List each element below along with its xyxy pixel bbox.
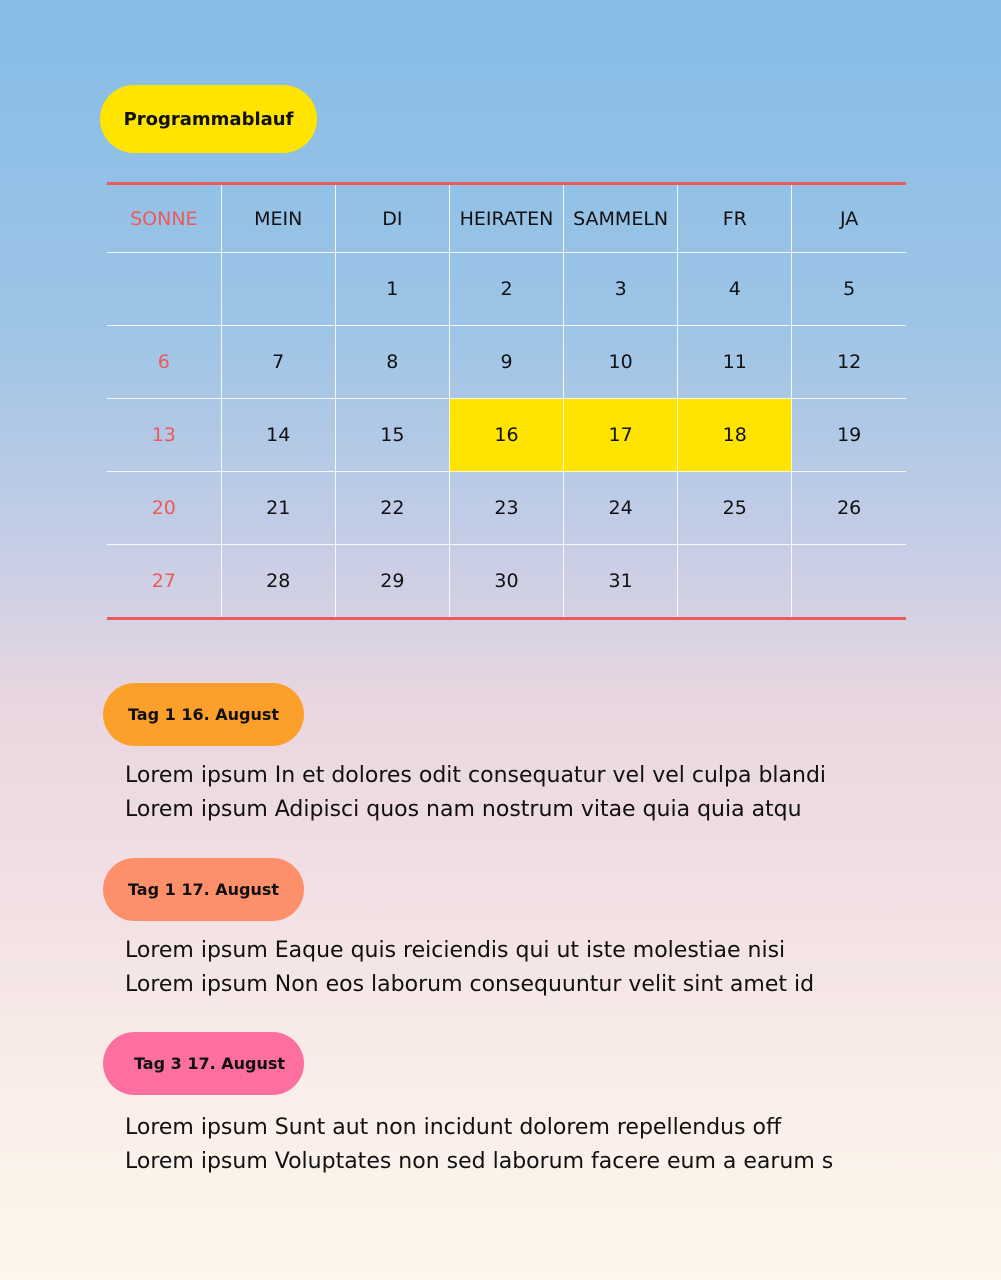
calendar-day: 15	[335, 399, 449, 472]
calendar-day	[678, 545, 792, 619]
calendar-day: 8	[335, 326, 449, 399]
calendar-day: 30	[449, 545, 563, 619]
calendar-day: 9	[449, 326, 563, 399]
calendar-week	[107, 326, 906, 399]
calendar-day: 7	[221, 326, 335, 399]
calendar-day: 10	[564, 326, 678, 399]
calendar	[107, 182, 906, 620]
calendar-week	[107, 472, 906, 545]
calendar-day: 26	[792, 472, 906, 545]
calendar-day	[221, 253, 335, 326]
calendar-day	[107, 253, 221, 326]
calendar-day	[792, 545, 906, 619]
calendar-day: 11	[678, 326, 792, 399]
event-line: Lorem ipsum In et dolores odit consequatur vel vel culpa blandi	[125, 763, 827, 788]
event-day-2-badge: Tag 1 17. August	[103, 858, 304, 921]
calendar-day: 29	[335, 545, 449, 619]
calendar-day: 24	[564, 472, 678, 545]
calendar-day: 14	[221, 399, 335, 472]
event-day-2-text	[125, 934, 814, 1002]
calendar-day: 17	[564, 399, 678, 472]
title-badge: Programmablauf	[100, 85, 317, 153]
calendar-day: 16	[449, 399, 563, 472]
event-line: Lorem ipsum Non eos laborum consequuntur velit sint amet id	[125, 972, 815, 997]
calendar-day: 18	[678, 399, 792, 472]
weekday-header: DI	[335, 184, 449, 253]
calendar-day: 1	[335, 253, 449, 326]
calendar-day: 5	[792, 253, 906, 326]
calendar-day: 12	[792, 326, 906, 399]
event-day-1-badge: Tag 1 16. August	[103, 683, 304, 746]
calendar-day: 4	[678, 253, 792, 326]
weekday-header: SAMMELN	[564, 184, 678, 253]
event-line: Lorem ipsum Voluptates non sed laborum facere eum a earum s	[125, 1149, 834, 1174]
calendar-day: 31	[564, 545, 678, 619]
weekday-header: HEIRATEN	[449, 184, 563, 253]
calendar-week	[107, 545, 906, 619]
calendar-week	[107, 399, 906, 472]
calendar-day: 6	[107, 326, 221, 399]
calendar-day: 25	[678, 472, 792, 545]
event-line: Lorem ipsum Sunt aut non incidunt dolorem repellendus off	[125, 1115, 782, 1140]
weekday-header: MEIN	[221, 184, 335, 253]
calendar-week	[107, 253, 906, 326]
weekday-header: SONNE	[107, 184, 221, 253]
calendar-day: 28	[221, 545, 335, 619]
event-line: Lorem ipsum Adipisci quos nam nostrum vitae quia quia atqu	[125, 797, 802, 822]
calendar-day: 3	[564, 253, 678, 326]
calendar-day: 2	[449, 253, 563, 326]
event-day-1-text	[125, 759, 826, 827]
calendar-day: 23	[449, 472, 563, 545]
event-day-3-text	[125, 1111, 833, 1179]
calendar-day: 19	[792, 399, 906, 472]
calendar-day: 21	[221, 472, 335, 545]
weekday-header: JA	[792, 184, 906, 253]
calendar-day: 27	[107, 545, 221, 619]
calendar-day: 20	[107, 472, 221, 545]
calendar-day: 22	[335, 472, 449, 545]
calendar-day: 13	[107, 399, 221, 472]
event-line: Lorem ipsum Eaque quis reiciendis qui ut iste molestiae nisi	[125, 938, 786, 963]
event-day-3-badge: Tag 3 17. August	[103, 1032, 304, 1095]
weekday-header: FR	[678, 184, 792, 253]
